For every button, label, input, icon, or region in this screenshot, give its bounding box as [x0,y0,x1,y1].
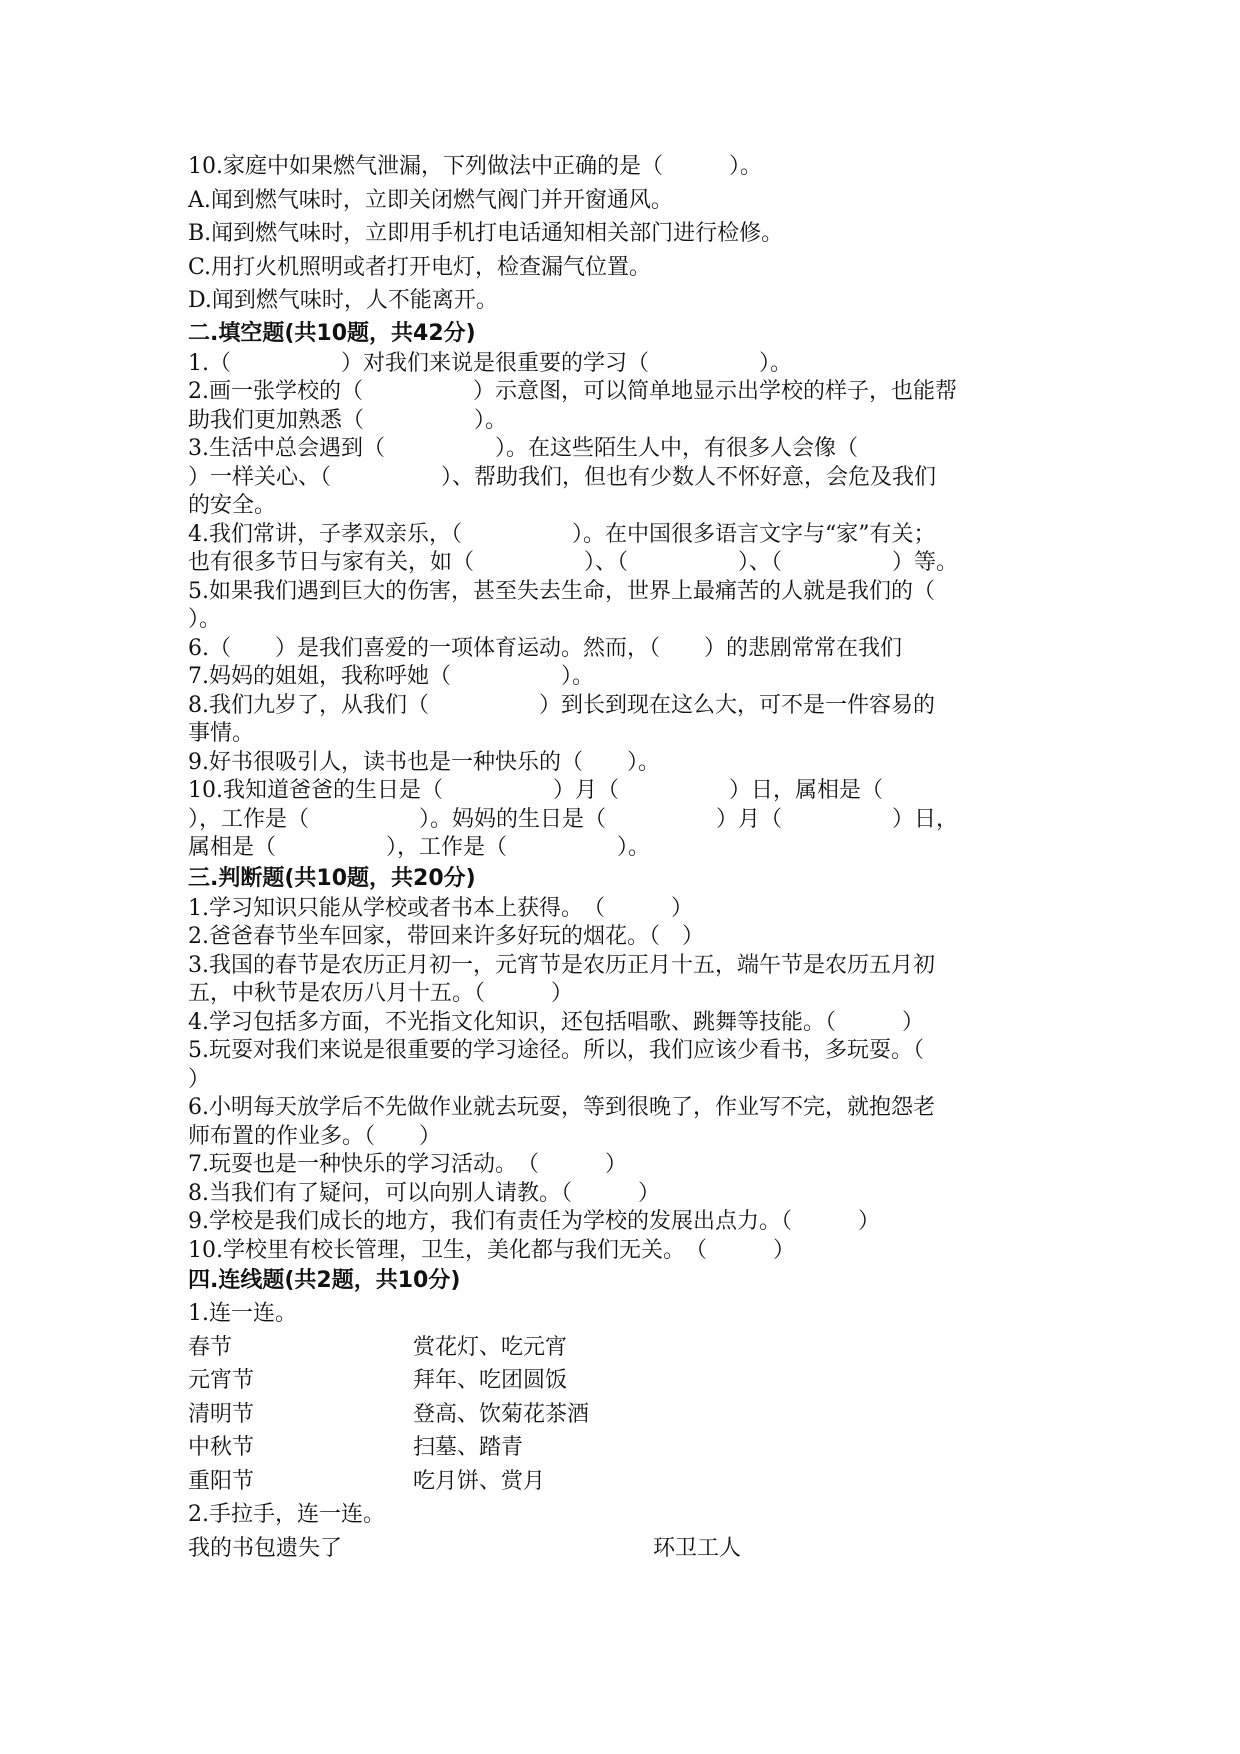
section-heading-match: 四.连线题(共2题，共10分) [188,1268,461,1293]
fill-line: ）。 [188,607,222,632]
fill-line: ），工作是（ ）。妈妈的生日是（ ）月（ ）日， [188,806,959,832]
judge-line: 2.爸爸春节坐车回家，带回来许多好玩的烟花。（ ） [188,924,704,949]
fill-line: 3.生活中总会遇到（ ）。在这些陌生人中，有很多人会像（ [188,436,858,461]
fill-line: 6.（ ）是我们喜爱的一项体育运动。然而，（ ）的悲剧常常在我们 [188,635,902,661]
exam-content [188,150,1078,1565]
fill-line: 的安全。 [188,493,277,518]
judge-line: 1.学习知识只能从学校或者书本上获得。 （ ） [188,895,693,921]
judge-line: 师布置的作业多。（ ） [188,1123,442,1149]
festival-label: 元宵节 [188,1368,255,1393]
match-pair-row [188,1465,1078,1499]
judge-line: 5.玩耍对我们来说是很重要的学习途径。所以，我们应该少看书，多玩耍。（ [188,1038,924,1063]
fill-line: 4.我们常讲，子孝双亲乐，（ ）。在中国很多语言文字与“家”有关； [188,521,936,547]
helper-label: 环卫工人 [653,1535,742,1561]
festival-label: 春节 [188,1334,233,1360]
fill-line: 助我们更加熟悉（ ）。 [188,407,508,433]
section-heading-fill: 二.填空题(共10题，共42分) [188,320,476,346]
fill-line: 1.（ ）对我们来说是很重要的学习（ ）。 [188,350,792,376]
fill-line: 10.我知道爸爸的生日是（ ）月（ ）日，属相是（ [188,778,883,803]
festival-label: 重阳节 [188,1468,255,1494]
mcq-option-c: C.用打火机照明或者打开电灯，检查漏气位置。 [188,254,652,280]
fill-line: 属相是（ ），工作是（ ）。 [188,835,651,860]
mcq-option-a: A.闻到燃气味时，立即关闭燃气阀门并开窗通风。 [188,187,673,213]
match-question-1: 1.连一连。 [188,1301,297,1326]
judge-line: 五，中秋节是农历八月十五。（ ） [188,981,574,1006]
judge-line: ） [188,1066,211,1092]
fill-line: ）一样关心、（ ）、帮助我们，但也有少数人不怀好意，会危及我们 [188,464,937,490]
fill-line: 也有很多节日与家有关，如（ ）、（ ）、（ ）等。 [188,550,959,575]
match-question-2: 2.手拉手，连一连。 [188,1502,385,1527]
fill-line: 7.妈妈的姐姐，我称呼她（ ）。 [188,664,594,689]
judge-line: 7.玩耍也是一种快乐的学习活动。 （ ） [188,1152,627,1177]
match-pair-row [188,1431,1078,1465]
match-pair-row [188,1331,1078,1365]
judge-line: 4.学习包括多方面，不光指文化知识，还包括唱歌、跳舞等技能。（ ） [188,1009,924,1035]
fill-line: 事情。 [188,721,255,746]
custom-label: 赏花灯、吃元宵 [413,1334,568,1360]
match-pair-row [188,1364,1078,1398]
custom-label: 扫墓、踏青 [413,1435,524,1460]
fill-line: 9.好书很吸引人，读书也是一种快乐的（ ）。 [188,749,660,775]
custom-label: 登高、饮菊花茶酒 [413,1401,590,1427]
judge-line: 9.学校是我们成长的地方，我们有责任为学校的发展出点力。（ ） [188,1209,880,1234]
fill-line: 5.如果我们遇到巨大的伤害，甚至失去生命，世界上最痛苦的人就是我们的（ [188,578,935,604]
judge-line: 3.我国的春节是农历正月初一，元宵节是农历正月十五，端午节是农历五月初 [188,952,935,978]
festival-label: 清明节 [188,1401,255,1427]
fill-line: 2.画一张学校的（ ）示意图，可以简单地显示出学校的样子，也能帮 [188,379,957,404]
match-pair-row [188,1398,1078,1432]
mcq-option-b: B.闻到燃气味时，立即用手机打电话通知相关部门进行检修。 [188,221,784,246]
section-heading-judge: 三.判断题(共10题，共20分) [188,865,476,891]
situation-label: 我的书包遗失了 [188,1535,343,1561]
festival-label: 中秋节 [188,1435,255,1460]
mcq-option-d: D.闻到燃气味时，人不能离开。 [188,288,498,313]
custom-label: 拜年、吃团圆饭 [413,1368,568,1393]
fill-line: 8.我们九岁了，从我们（ ）到长到现在这么大，可不是一件容易的 [188,692,935,718]
judge-line: 8.当我们有了疑问，可以向别人请教。（ ） [188,1180,660,1206]
match-q2-row [188,1532,1078,1566]
judge-line: 6.小明每天放学后不先做作业就去玩耍，等到很晚了，作业写不完，就抱怨老 [188,1095,935,1120]
judge-line: 10.学校里有校长管理，卫生，美化都与我们无关。 （ ） [188,1237,795,1263]
mcq-question-10: 10.家庭中如果燃气泄漏，下列做法中正确的是（ ）。 [188,154,762,179]
custom-label: 吃月饼、赏月 [413,1468,546,1494]
